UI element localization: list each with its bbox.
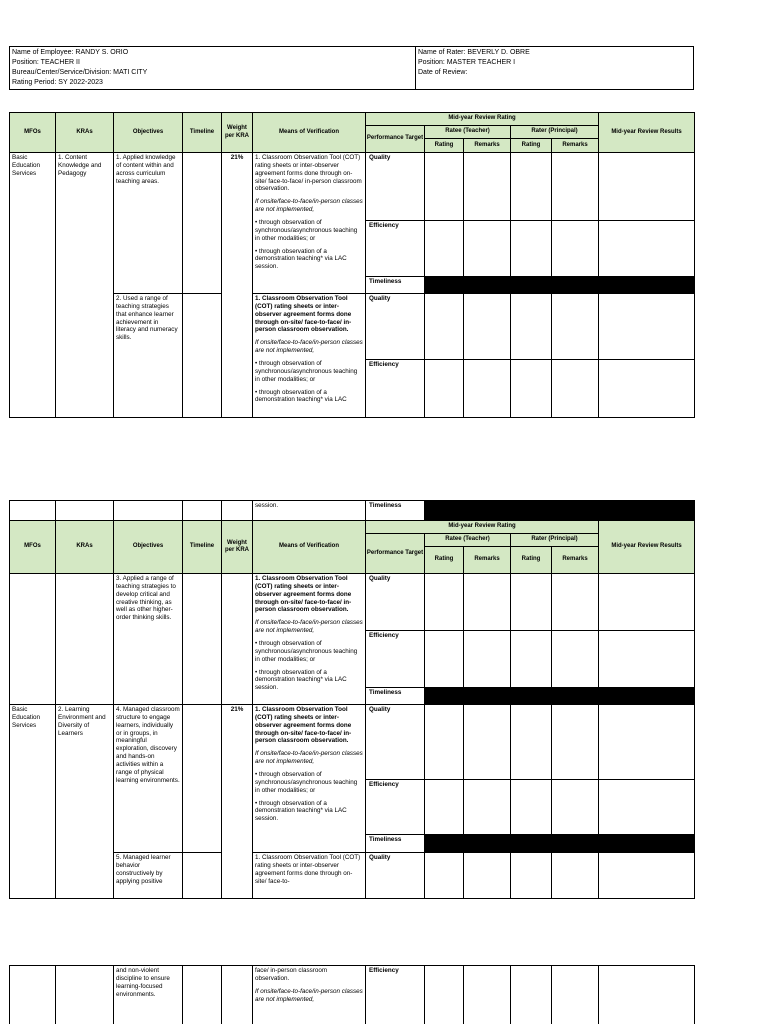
target-timeliness: Timeliness — [366, 277, 425, 294]
objective-1: 1. Applied knowledge of content within and across curriculum teaching areas. — [114, 153, 183, 294]
ipcrf-table-2 — [9, 500, 695, 899]
header-midyear-rating: Mid-year Review Rating — [366, 521, 599, 534]
kra-cell: 2. Learning Environment and Diversity of Learners — [56, 705, 114, 899]
header-ratee: Ratee (Teacher) — [425, 534, 511, 547]
header-kras: KRAs — [56, 521, 114, 574]
header-remarks: Remarks — [552, 139, 599, 153]
header-performance-target: Performance Target — [366, 534, 425, 574]
header-ratee: Ratee (Teacher) — [425, 126, 511, 139]
target-efficiency: Efficiency — [366, 221, 425, 277]
objective-5: 5. Managed learner behavior constructively by applying positive — [114, 853, 183, 899]
mov-cell-5-continued: face/ in-person classroom observation. If onsite/face-to-face/in-person classes are not implemented, — [253, 966, 366, 1024]
weight-cell: 21% — [222, 705, 253, 899]
header-mfos: MFOs — [10, 113, 56, 153]
header-timeline: Timeline — [183, 521, 222, 574]
header-rating: Rating — [511, 139, 552, 153]
blacked-out-cell — [425, 277, 695, 294]
header-midyear-results: Mid-year Review Results — [599, 113, 695, 153]
header-mfos: MFOs — [10, 521, 56, 574]
mov-cell-4: 1. Classroom Observation Tool (COT) rating sheets or inter-observer agreement forms done through on-site/ face-to-face/ in-person classroom observation. If onsite/face-to-face/in-person classes are not implemented, • through observation of synchronous/asynchronous teaching in other modalities; or • through observation of a demonstration teaching* via LAC session. — [253, 705, 366, 853]
objective-4: 4. Managed classroom structure to engage learners, individually or in groups, in meaningful exploration, discovery and hands-on activities within a range of physical learning environments. — [114, 705, 183, 853]
objective-2: 2. Used a range of teaching strategies that enhance learner achievement in literacy and numeracy skills. — [114, 294, 183, 418]
employee-bureau: Bureau/Center/Service/Division: MATI CITY — [12, 69, 148, 76]
header-rating: Rating — [425, 547, 464, 574]
target-quality: Quality — [366, 574, 425, 631]
header-remarks: Remarks — [552, 547, 599, 574]
target-quality: Quality — [366, 294, 425, 360]
ipcrf-table-3 — [9, 965, 695, 1024]
timeline-cell — [183, 294, 222, 418]
header-objectives: Objectives — [114, 113, 183, 153]
header-objectives: Objectives — [114, 521, 183, 574]
header-midyear-results: Mid-year Review Results — [599, 521, 695, 574]
target-timeliness: Timeliness — [366, 688, 425, 705]
rater-position: Position: MASTER TEACHER I — [418, 59, 516, 66]
rating-period: Rating Period: SY 2022-2023 — [12, 79, 103, 86]
header-timeline: Timeline — [183, 113, 222, 153]
timeline-cell — [183, 574, 222, 705]
header-remarks: Remarks — [464, 547, 511, 574]
mov-cell-5: 1. Classroom Observation Tool (COT) rating sheets or inter-observer agreement forms done through on-site/ face-to- — [253, 853, 366, 899]
header-mov: Means of Verification — [253, 521, 366, 574]
mfo-cell: Basic Education Services — [10, 705, 56, 899]
blacked-out-cell — [425, 688, 695, 705]
header-rater: Rater (Principal) — [511, 126, 599, 139]
target-quality: Quality — [366, 853, 425, 899]
blacked-out-cell — [425, 501, 695, 521]
mov-cell-3: 1. Classroom Observation Tool (COT) rating sheets or inter-observer agreement forms done through on-site/ face-to-face/ in-person classroom observation. If onsite/face-to-face/in-person classes are not implemented, • through observation of synchronous/asynchronous teaching in other modalities; or • through observation of a demonstration teaching* via LAC session. — [253, 574, 366, 705]
blacked-out-cell — [425, 835, 695, 853]
objective-3: 3. Applied a range of teaching strategies to develop critical and creative thinking, as well as other higher-order thinking skills. — [114, 574, 183, 705]
header-remarks: Remarks — [464, 139, 511, 153]
header-performance-target: Performance Target — [366, 126, 425, 153]
info-divider — [415, 47, 416, 89]
target-efficiency: Efficiency — [366, 360, 425, 418]
target-quality: Quality — [366, 705, 425, 780]
review-date: Date of Review: — [418, 69, 468, 76]
mov-continued: session. — [253, 501, 366, 521]
employee-name: Name of Employee: RANDY S. ORIO — [12, 49, 129, 56]
mov-cell-2: 1. Classroom Observation Tool (COT) rating sheets or inter-observer agreement forms done through on-site/ face-to-face/ in-person classroom observation. If onsite/face-to-face/in-person classes are not implemented, • through observation of synchronous/asynchronous teaching in other modalities; or • through observation of a demonstration teaching* via LAC — [253, 294, 366, 418]
target-timeliness: Timeliness — [366, 835, 425, 853]
header-rater: Rater (Principal) — [511, 534, 599, 547]
target-quality: Quality — [366, 153, 425, 221]
header-midyear-rating: Mid-year Review Rating — [366, 113, 599, 126]
timeline-cell — [183, 153, 222, 294]
ipcrf-table-1 — [9, 112, 695, 418]
objective-5-continued: and non-violent discipline to ensure learning-focused environments. — [114, 966, 183, 1024]
target-efficiency: Efficiency — [366, 780, 425, 835]
timeline-cell — [183, 705, 222, 853]
header-kras: KRAs — [56, 113, 114, 153]
target-efficiency: Efficiency — [366, 631, 425, 688]
timeline-cell — [183, 853, 222, 899]
employee-info-block — [9, 46, 694, 90]
kra-cell: 1. Content Knowledge and Pedagogy — [56, 153, 114, 418]
header-mov: Means of Verification — [253, 113, 366, 153]
mfo-cell: Basic Education Services — [10, 153, 56, 418]
employee-position: Position: TEACHER II — [12, 59, 80, 66]
header-weight: Weight per KRA — [222, 113, 253, 153]
header-rating: Rating — [425, 139, 464, 153]
mov-cell-1: 1. Classroom Observation Tool (COT) rating sheets or inter-observer agreement forms done through on-site/ face-to-face/ in-person classroom observation. If onsite/face-to-face/in-person classes are not implemented, • through observation of synchronous/asynchronous teaching in other modalities; or • through observation of a demonstration teaching* via LAC session. — [253, 153, 366, 294]
target-efficiency: Efficiency — [366, 966, 425, 1024]
target-timeliness: Timeliness — [366, 501, 425, 521]
weight-cell: 21% — [222, 153, 253, 418]
rater-name: Name of Rater: BEVERLY D. OBRE — [418, 49, 530, 56]
header-rating: Rating — [511, 547, 552, 574]
header-weight: Weight per KRA — [222, 521, 253, 574]
